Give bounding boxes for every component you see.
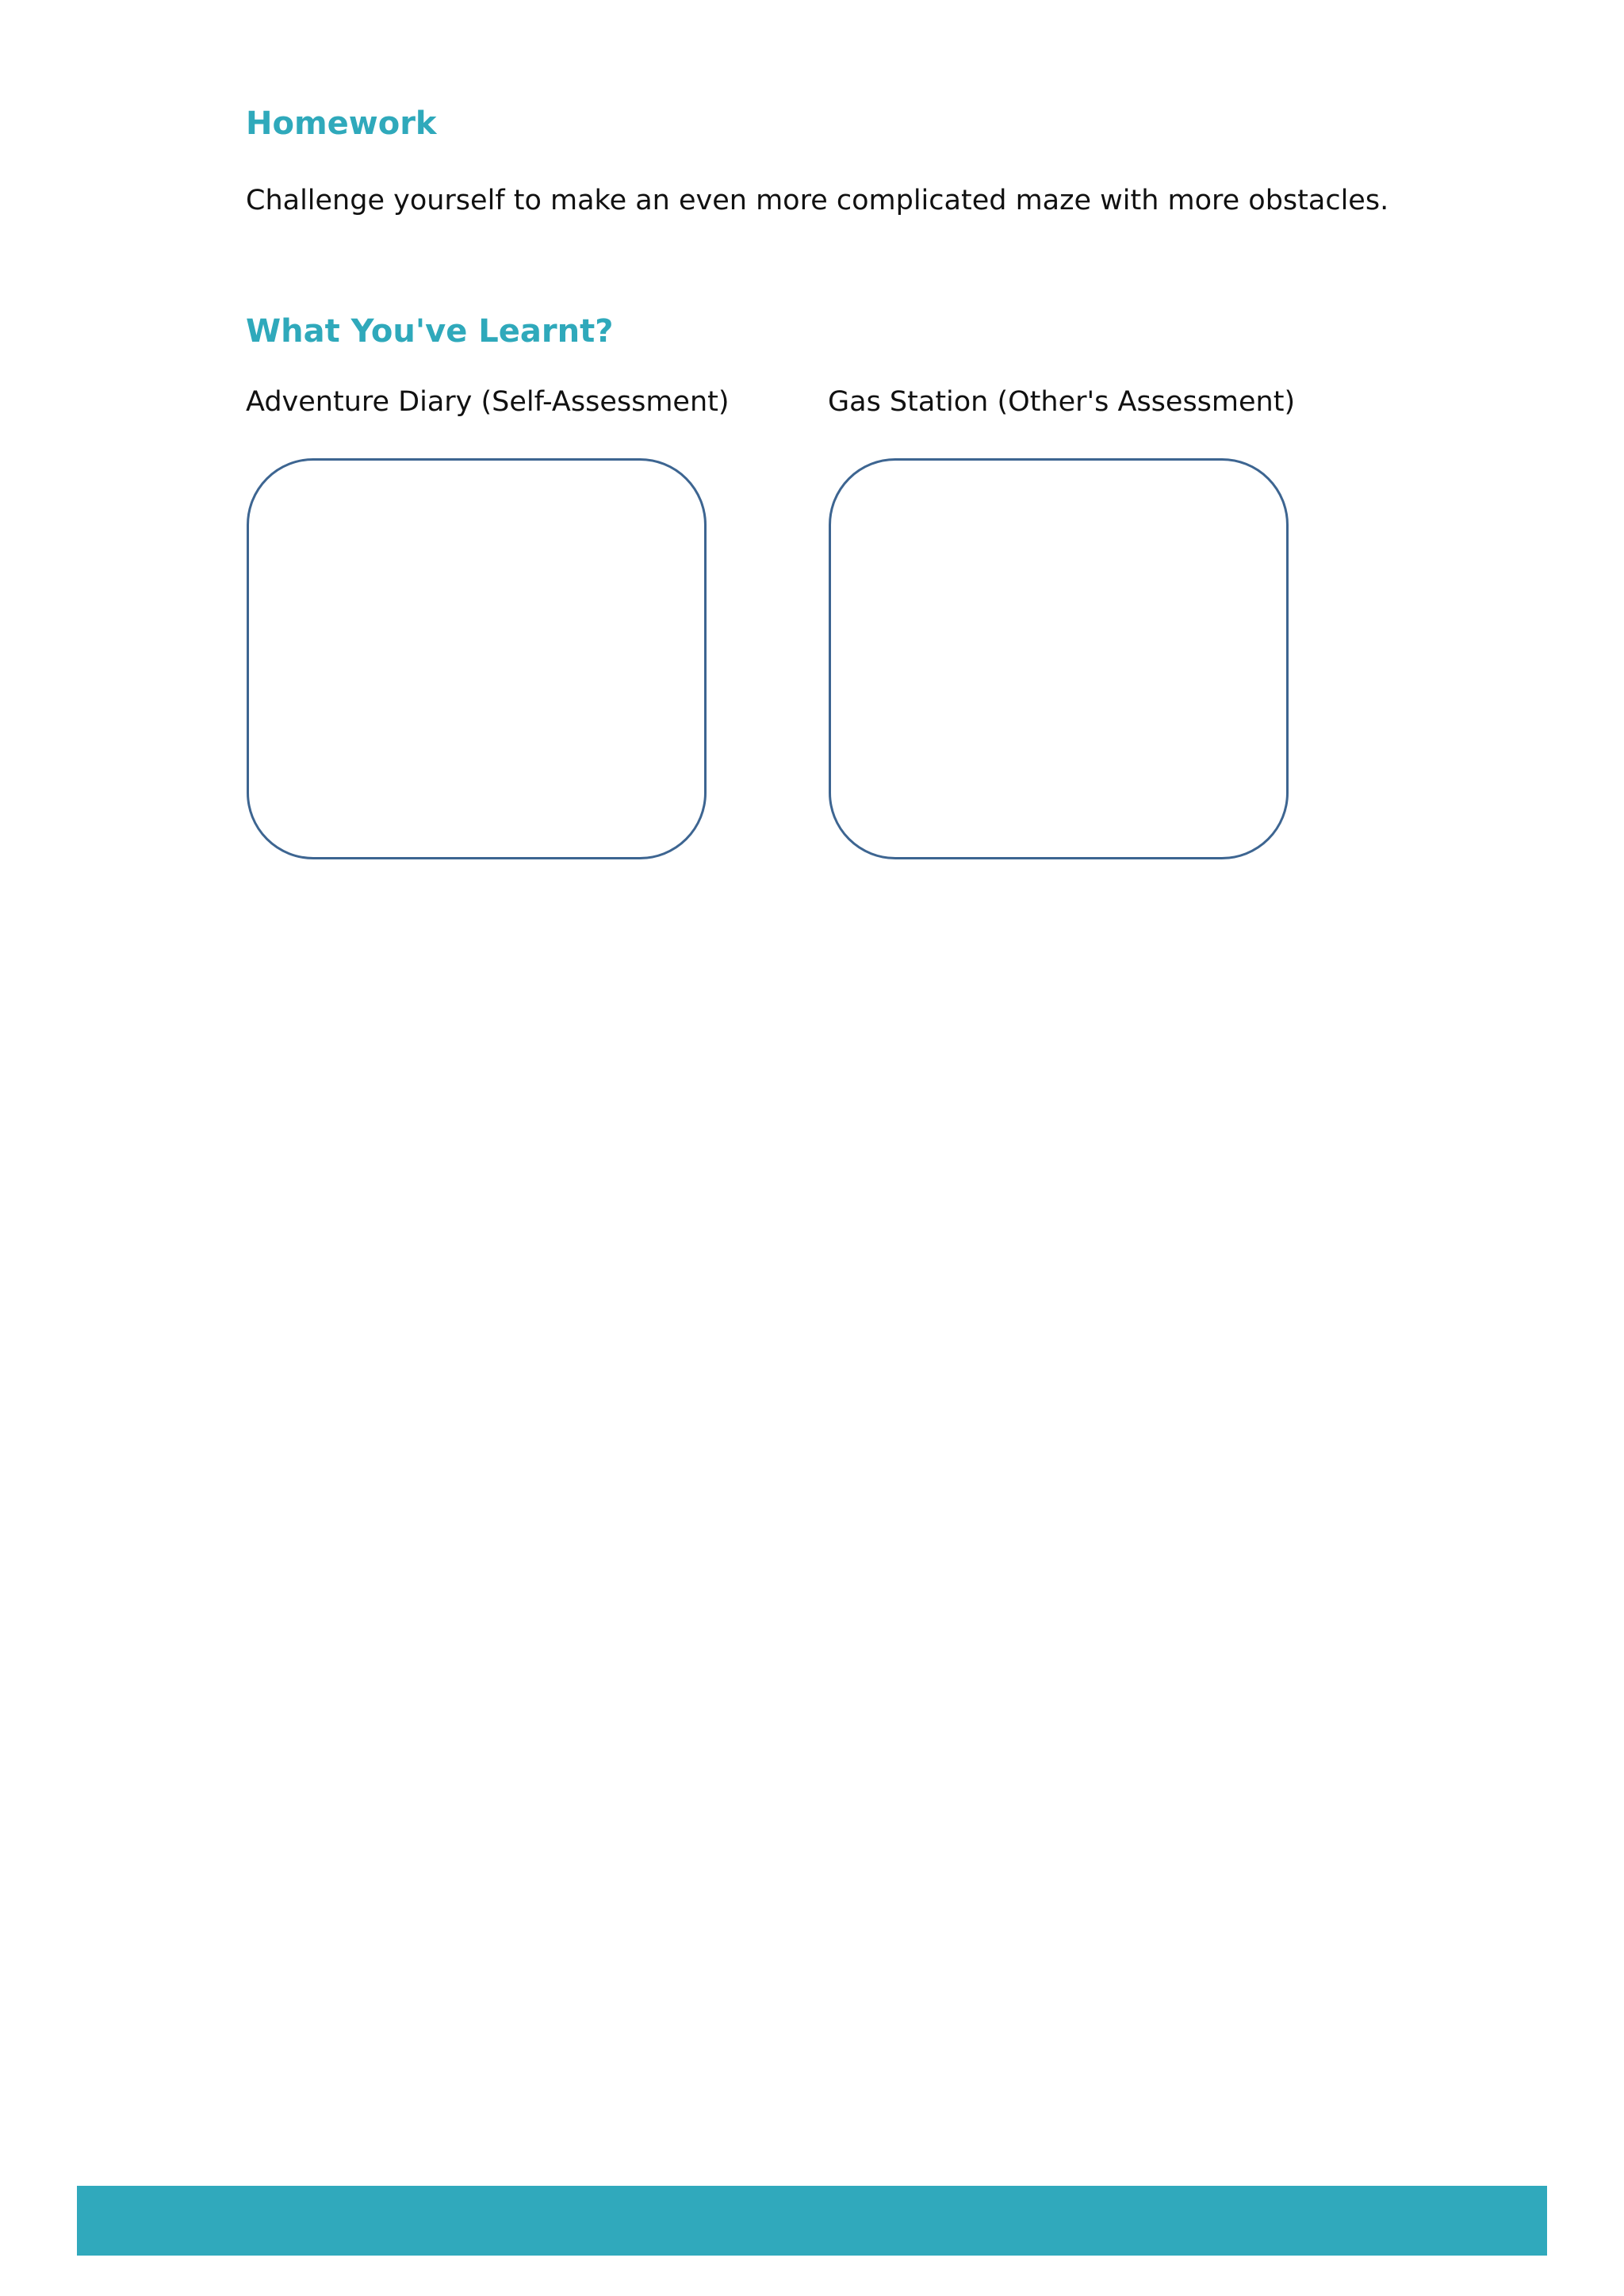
footer-bar xyxy=(77,2186,1547,2256)
others-assessment-box[interactable] xyxy=(829,458,1289,859)
homework-heading: Homework xyxy=(246,105,437,142)
self-assessment-label: Adventure Diary (Self-Assessment) xyxy=(246,386,730,418)
others-assessment-label: Gas Station (Other's Assessment) xyxy=(828,386,1296,418)
homework-text: Challenge yourself to make an even more complicated maze with more obstacles. xyxy=(246,185,1389,216)
self-assessment-box[interactable] xyxy=(247,458,707,859)
what-youve-learnt-heading: What You've Learnt? xyxy=(246,313,614,350)
